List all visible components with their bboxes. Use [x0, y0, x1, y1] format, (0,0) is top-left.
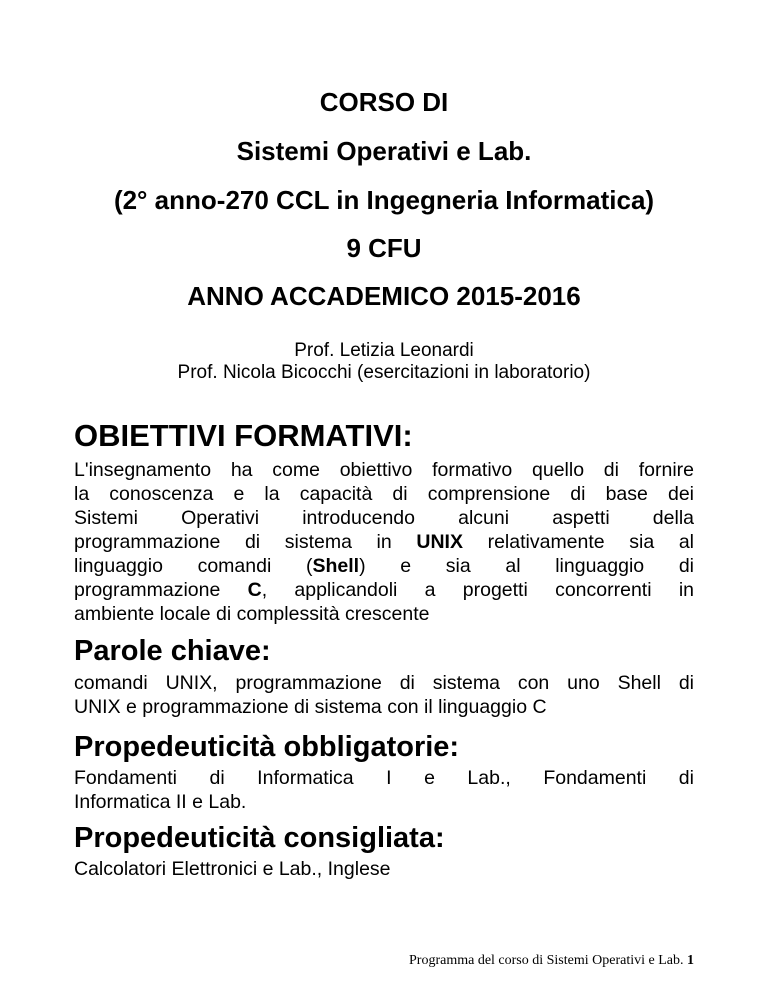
text-line: Informatica II e Lab. [74, 791, 247, 813]
academic-year: ANNO ACCADEMICO 2015-2016 [187, 281, 581, 311]
text-line: programmazione di sistema in UNIX relativamente sia al [74, 531, 694, 553]
text-line: ambiente locale di complessità crescente [74, 603, 430, 625]
text-line: UNIX e programmazione di sistema con il linguaggio C [74, 696, 547, 718]
text-line: L'insegnamento ha come obiettivo formativo quello di fornire [74, 459, 694, 481]
footer-text: Programma del corso di Sistemi Operativi e Lab. [409, 953, 687, 968]
section-body-propedeuticita-obbligatorie [74, 766, 694, 814]
section-body-parole-chiave [74, 671, 694, 719]
text-line: Sistemi Operativi introducendo alcuni aspetti della [74, 507, 694, 529]
course-credits: 9 CFU [346, 233, 422, 263]
text-line: comandi UNIX, programmazione di sistema con uno Shell di [74, 672, 694, 694]
section-heading-parole-chiave: Parole chiave: [74, 635, 271, 667]
text-line: programmazione C, applicandoli a progetti concorrenti in [74, 579, 694, 601]
professor-primary: Prof. Letizia Leonardi [294, 340, 474, 361]
course-title: Sistemi Operativi e Lab. [236, 136, 532, 166]
section-heading-obiettivi: OBIETTIVI FORMATIVI: [74, 418, 413, 453]
text-line: Calcolatori Elettronici e Lab., Inglese [74, 858, 391, 880]
text-line: la conoscenza e la capacità di comprensione di base dei [74, 483, 694, 505]
keyword-unix: UNIX [416, 531, 463, 553]
section-body-obiettivi [74, 458, 694, 626]
section-heading-propedeuticita-consigliata: Propedeuticità consigliata: [74, 822, 445, 854]
text-line: Fondamenti di Informatica I e Lab., Fondamenti di [74, 767, 694, 789]
page-number: 1 [687, 953, 694, 968]
page-footer [409, 952, 694, 970]
section-heading-propedeuticita-obbligatorie: Propedeuticità obbligatorie: [74, 731, 460, 763]
course-label: CORSO DI [319, 87, 449, 117]
course-degree: (2° anno-270 CCL in Ingegneria Informatica) [113, 185, 655, 215]
section-body-propedeuticita-consigliata [74, 857, 694, 881]
keyword-c: C [247, 579, 262, 601]
text-line: linguaggio comandi (Shell) e sia al linguaggio di [74, 555, 694, 577]
professor-lab: Prof. Nicola Bicocchi (esercitazioni in laboratorio) [177, 362, 591, 383]
keyword-shell: Shell [312, 555, 360, 577]
